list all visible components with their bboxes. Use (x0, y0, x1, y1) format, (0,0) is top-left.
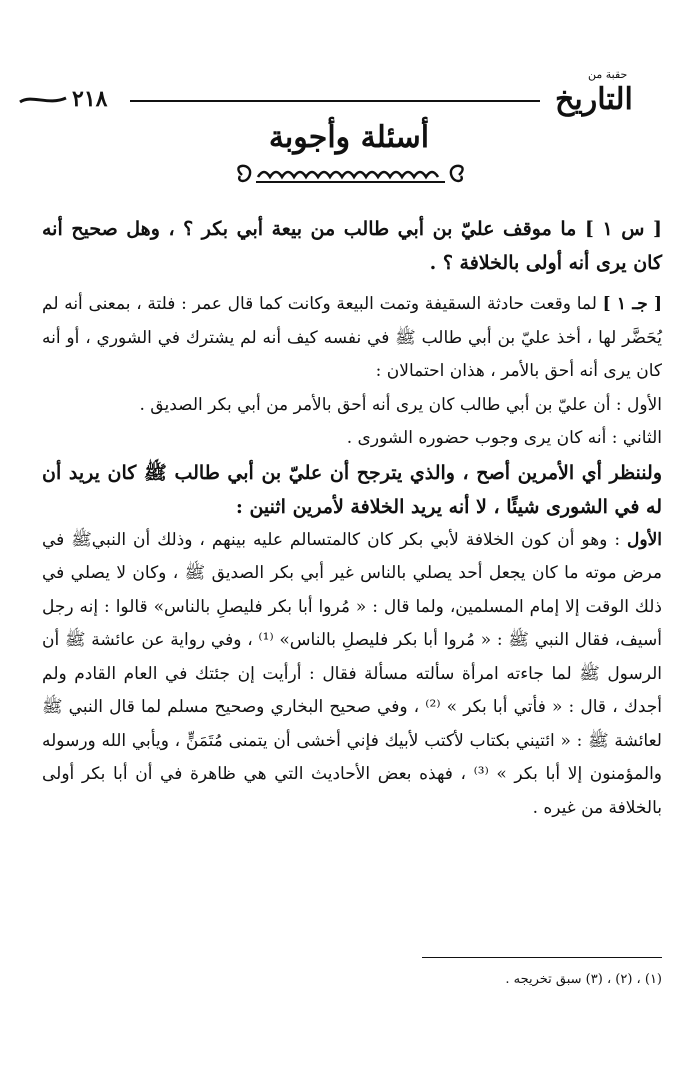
book-title-prefix: حقبة من (588, 68, 628, 81)
footnote-rule (422, 957, 662, 958)
book-title: التاريخ (555, 82, 633, 117)
answer-block-2 (42, 524, 662, 826)
answer-paragraph-1: [ جـ ١ ] لما وقعت حادثة السقيفة وتمت البيعة وكانت كما قال عمر : فلتة ، بمعنى أنه لم يُحَضَّر لها ، أخذ عليّ بن أبي طالب ﷺ في نفسه كيف أنه لم يشترك في الشوري ، أو أنه كان يرى أنه أحق بالأمر ، هذان احتمالان : (42, 294, 663, 381)
emphasis-block (42, 456, 662, 524)
header-swoosh-ornament (18, 92, 68, 108)
answer-label: [ جـ ١ ] (602, 294, 663, 314)
question-block (42, 212, 662, 280)
answer-paragraph-2: الأول : أن عليّ بن أبي طالب كان يرى أنه أحق بالأمر من أبي بكر الصديق . (139, 394, 662, 415)
page-number: ٢١٨ (72, 86, 108, 112)
header-rule (130, 100, 540, 102)
answer-paragraph-5: الأول : وهو أن كون الخلافة لأبي بكر كان كالمتسالم عليه بينهم ، وذلك أن النبيﷺ في مرض موته ما كان يجعل أحد يصلي بالناس غير أبي بكر الصديق ﷺ ، وكان لا يصلي في ذلك الوقت إلا إمام المسلمين، ولما قال : « مُروا أبا بكر فليصلِ بالناس» قالوا : إنه رجل أسيف، فقال النبي ﷺ : « مُروا أبا بكر فليصلِ بالناس» ⁽¹⁾ ، وفي رواية عن عائشة ﷺ أن الرسول ﷺ لما جاءته امرأة سألته مسألة فقال : أرأيت إن جئتك في العام القادم ولم أجدك ، قال : « فأتي أبا بكر » ⁽²⁾ ، وفي صحيح البخاري وصحيح مسلم لما قال النبي ﷺ لعائشة ﷺ : « ائتيني بكتاب لأكتب لأبيك فإني أخشى أن يتمنى مُتَمَنٍّ ، ويأبي الله ورسوله والمؤمنون إلا أبا بكر » ⁽³⁾ ، فهذه بعض الأحاديث التي هي ظاهرة في أن أبا بكر أولى بالخلافة من غيره . (42, 529, 662, 818)
answer-block (42, 288, 662, 456)
question-text: ما موقف عليّ بن أبي طالب من بيعة أبي بكر ؟ ، وهل صحيح أنه كان يرى أنه أولى بالخلافة ؟ . (42, 218, 662, 274)
footnote: (١) ، (٢) ، (٣) سبق تخريجه . (505, 972, 662, 987)
section-title: أسئلة وأجوبة (268, 120, 430, 155)
answer-paragraph-4: ولننظر أي الأمرين أصح ، والذي يترجح أن عليّ بن أبي طالب ﷺ كان يريد أن له في الشورى شيئًا ، لا أنه يريد الخلافة لأمرين اثنين : (42, 461, 662, 518)
first-reason-label: الأول (627, 529, 662, 550)
body-text (42, 212, 662, 825)
question-label: [ س ١ ] (584, 218, 662, 240)
title-ornament (228, 160, 473, 190)
answer-paragraph-3: الثاني : أنه كان يرى وجوب حضوره الشورى . (346, 428, 662, 448)
